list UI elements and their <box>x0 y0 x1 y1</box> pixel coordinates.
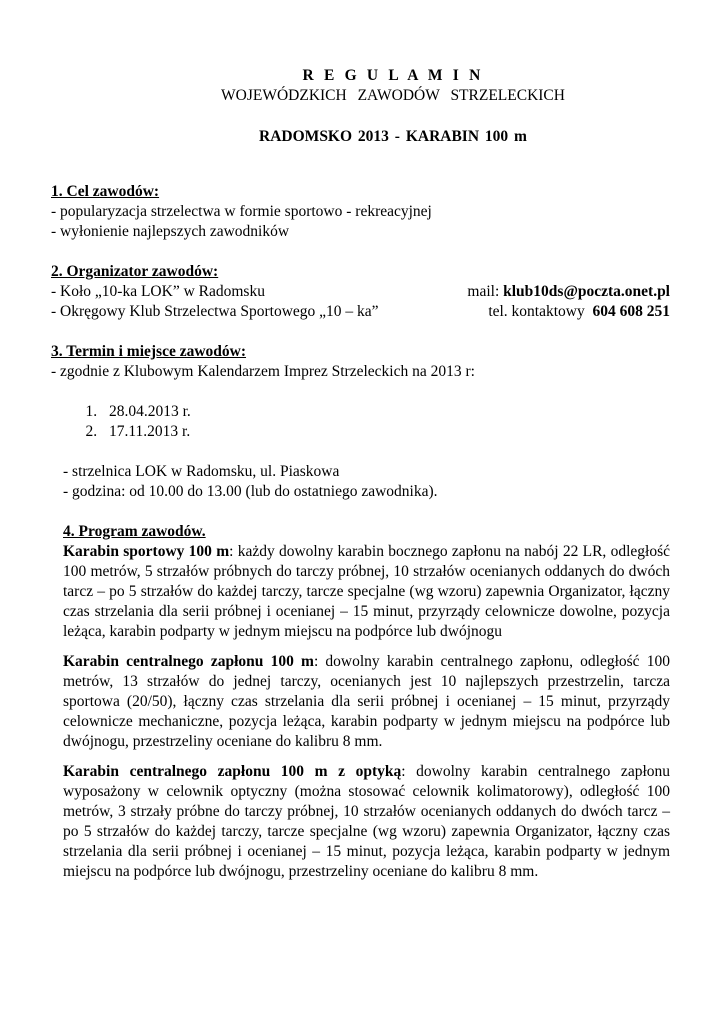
section-2-title: 2. Organizator zawodów: <box>51 263 219 280</box>
program-paragraph-2: Karabin centralnego zapłonu 100 m: dowolny karabin centralnego zapłonu, odległość 100 metrów, 13 strzałów do jednej tarczy, ocenianych jest 10 najlepszych przestrzelin, tarcza sportowa (20/50), łączny czas strzelania dla serii próbnej i ocenianej – 15 minut, przyrządy celownicze mechaniczne, pozycja leżąca, karabin podparty w jednym miejscu na podpórce lub dwójnogu, przestrzeliny oceniane do kalibru 8 mm. <box>63 653 671 750</box>
section-3-title: 3. Termin i miejsce zawodów: <box>51 343 247 360</box>
doc-subtitle: WOJEWÓDZKICH ZAWODÓW STRZELECKICH <box>221 87 565 104</box>
organizer-1: - Koło „10-ka LOK” w Radomsku <box>51 283 265 300</box>
doc-title: R E G U L A M I N <box>302 67 484 84</box>
section-1-item: - wyłonienie najlepszych zawodników <box>51 223 290 240</box>
section-3-place: - strzelnica LOK w Radomsku, ul. Piaskowa <box>63 463 340 480</box>
tel-label: tel. kontaktowy <box>488 303 593 320</box>
organizer-2: - Okręgowy Klub Strzelectwa Sportowego „10 – ka” <box>51 303 379 320</box>
organizer-row-1 <box>51 282 670 302</box>
mail-block <box>467 282 670 302</box>
section-3-intro: - zgodnie z Klubowym Kalendarzem Imprez Strzeleckich na 2013 r: <box>51 363 475 380</box>
date-list <box>51 402 670 442</box>
date-item: 1. 28.04.2013 r. <box>101 402 670 422</box>
tel-number: 604 608 251 <box>592 303 670 320</box>
section-4-title: 4. Program zawodów. <box>63 523 206 540</box>
content <box>51 182 670 882</box>
organizer-row-2 <box>51 302 670 322</box>
mail-address: klub10ds@poczta.onet.pl <box>503 283 670 300</box>
doc-event: RADOMSKO 2013 - KARABIN 100 m <box>259 128 527 145</box>
tel-block <box>488 302 670 322</box>
section-1-title: 1. Cel zawodów: <box>51 183 160 200</box>
program-paragraph-3: Karabin centralnego zapłonu 100 m z optyką: dowolny karabin centralnego zapłonu wyposażony w celownik optyczny (można stosować celownik kolimatorowy), odległość 100 metrów, 3 strzały próbne do tarczy próbnej, 10 strzałów ocenianych oddanych do dwóch tarcz – po 5 strzałów do każdej tarczy, tarcze specjalne (wg wzoru) zapewnia Organizator, łączny czas strzelania dla serii próbnej i ocenianej – 15 minut, pozycja leżąca, karabin podparty w jednym miejscu na podpórce lub dwójnogu, przestrzeliny oceniane do kalibru 8 mm. <box>63 763 670 880</box>
section-3-time: - godzina: od 10.00 do 13.00 (lub do ostatniego zawodnika). <box>63 483 438 500</box>
date-item: 2. 17.11.2013 r. <box>101 422 670 442</box>
header <box>0 66 724 147</box>
program-paragraph-1: Karabin sportowy 100 m: każdy dowolny karabin bocznego zapłonu na nabój 22 LR, odległość 100 metrów, 5 strzałów próbnych do tarczy próbnej, 10 strzałów ocenianych oddanych do dwóch tarcz – po 5 strzałów do każdej tarczy, tarcze specjalne (wg wzoru) zapewnia Organizator, łączny czas strzelania dla serii próbnej i ocenianej – 15 minut, przyrządy celownicze dowolne, pozycja leżąca, karabin podparty w jednym miejscu na podpórce lub dwójnogu <box>63 543 670 640</box>
section-1-item: - popularyzacja strzelectwa w formie sportowo - rekreacyjnej <box>51 203 432 220</box>
mail-label: mail: <box>467 283 504 300</box>
